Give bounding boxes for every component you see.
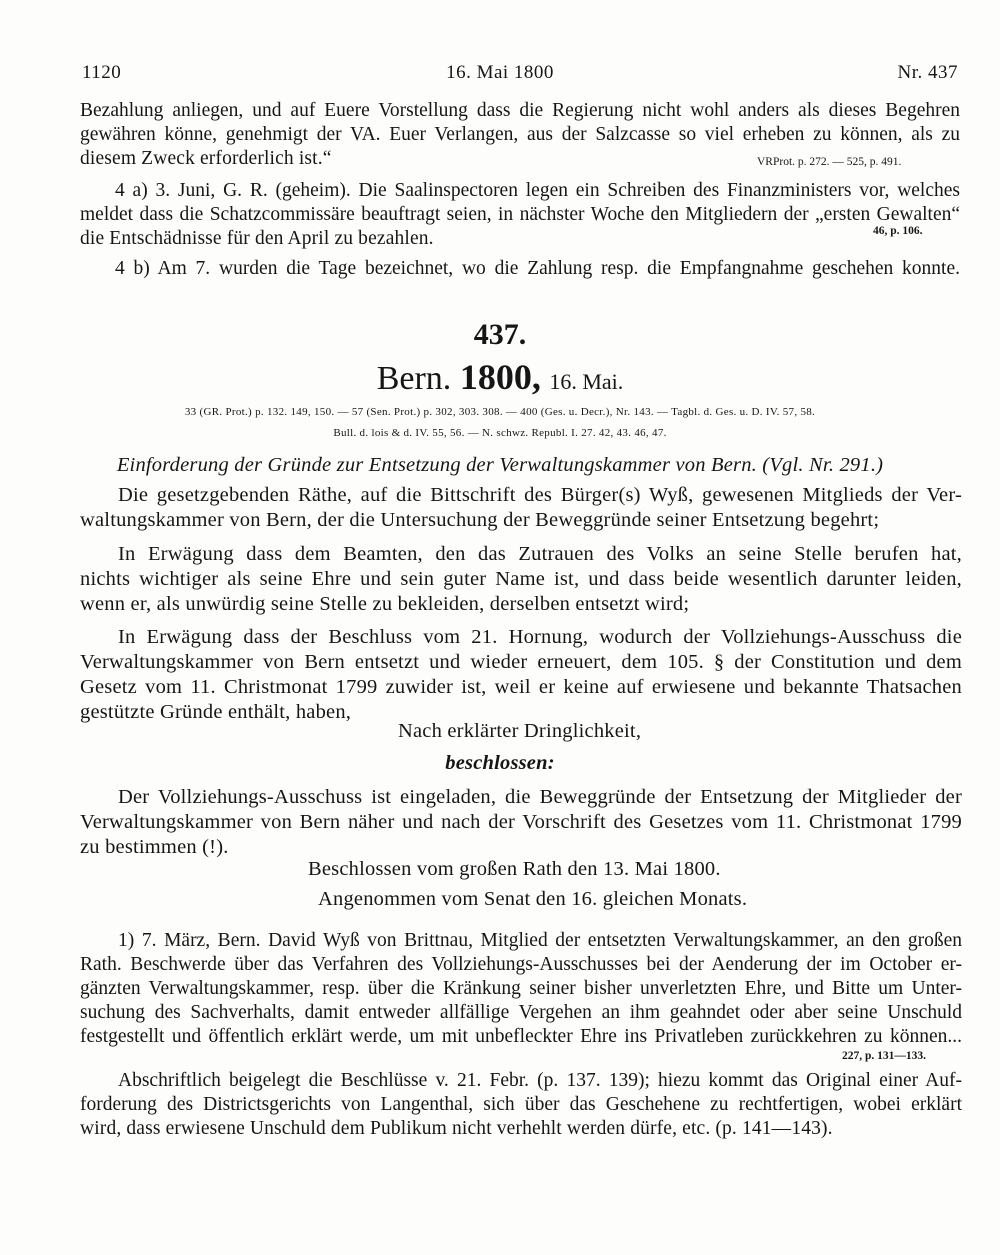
body-line: gestützte Gründe enthält, haben, (80, 701, 352, 723)
prev-text-line: diesem Zweck erforderlich ist.“ (80, 148, 332, 169)
note-4b-line: 4 b) Am 7. wurden die Tage bezeichnet, wo die Zahlung resp. die Empfangnahme geschehen konnte. (115, 258, 960, 279)
header-date: 16. Mai 1800 (446, 62, 554, 83)
note-1-line: gänzten Verwaltungskammer, resp. über die Kränkung seiner bisher unverletzten Ehre, und Bitte um Unter- (80, 978, 962, 999)
body-line: Verwaltungskammer von Bern entsetzt und wieder erneuert, dem 105. § der Constitution und dem (80, 651, 962, 673)
resolution-word: beschlossen: (445, 752, 555, 774)
note-4a-line: die Entschädnisse für den April zu bezahlen. (80, 228, 434, 249)
sources-line: 33 (GR. Prot.) p. 132. 149, 150. — 57 (Sen. Prot.) p. 302, 303. 308. — 400 (Ges. u. Decr.), Nr. 143. — Tagbl. d. Ges. u. D. IV. 57, 58. (184, 406, 816, 418)
body-line: Verwaltungskammer von Bern näher und nach der Vorschrift des Gesetzes vom 11. Christmonat 1799 (80, 811, 962, 833)
body-line: zu bestimmen (!). (80, 836, 229, 858)
note-4a-reference: 46, p. 106. (873, 225, 923, 237)
note-1-line: Rath. Beschwerde über das Verfahren des Vollziehungs-Ausschusses bei der Aenderung der im October er- (80, 954, 962, 975)
document-heading-number: 437. (473, 318, 527, 351)
body-line: In Erwägung dass dem Beamten, den das Zutrauen des Volks an seine Stelle berufen hat, (118, 543, 962, 565)
urgency-clause: Nach erklärter Dringlichkeit, (398, 720, 642, 742)
note-2-line: Abschriftlich beigelegt die Beschlüsse v. 21. Febr. (p. 137. 139); hiezu kommt das Original einer Auf- (118, 1070, 962, 1091)
body-line: In Erwägung dass der Beschluss vom 21. Hornung, wodurch der Vollziehungs-Ausschuss die (118, 626, 962, 648)
document-heading-title (0, 356, 1000, 398)
closing-line: Angenommen vom Senat den 16. gleichen Monats. (318, 888, 748, 910)
body-line: nichts wichtiger als seine Ehre und sein guter Name ist, und dass beide wesentlich darunter leiden, (80, 568, 962, 590)
sources-line: Bull. d. lois & d. IV. 55, 56. — N. schwz. Republ. I. 27. 42, 43. 46, 47. (333, 427, 667, 439)
heading-year: 1800, (459, 357, 541, 397)
document-subject: Einforderung der Gründe zur Entsetzung der Verwaltungskammer von Bern. (Vgl. Nr. 291.) (116, 454, 884, 476)
prev-text-line: Bezahlung anliegen, und auf Euere Vorstellung dass die Regierung nicht wohl anders als dieses Begehren (80, 100, 960, 121)
body-line: Die gesetzgebenden Räthe, auf die Bittschrift des Bürger(s) Wyß, gewesenen Mitglieds der Ver- (118, 484, 962, 506)
document-number: Nr. 437 (897, 62, 958, 83)
note-4a-line: meldet dass die Schatzcommissäre beauftragt seien, in nächster Woche den Mitgliedern der „ersten Gewalten“ (80, 204, 960, 225)
note-1-line: 1) 7. März, Bern. David Wyß von Brittnau, Mitglied der entsetzten Verwaltungskammer, an den großen (118, 930, 962, 951)
body-line: wenn er, als unwürdig seine Stelle zu bekleiden, derselben entsetzt wird; (80, 593, 690, 615)
note-1-reference: 227, p. 131—133. (842, 1050, 927, 1062)
body-line: Gesetz vom 11. Christmonat 1799 zuwider ist, weil er keine auf erwiesene und bekannte Thatsachen (80, 676, 962, 698)
body-line: waltungskammer von Bern, der die Untersuchung der Beweggründe seiner Entsetzung begehrt; (80, 509, 880, 531)
prev-reference: VRProt. p. 272. — 525, p. 491. (757, 156, 902, 168)
note-2-line: forderung des Districtsgerichts von Langenthal, sich über das Geschehene zu rechtfertigen, wobei erklärt (80, 1094, 962, 1115)
note-4a-line: 4 a) 3. Juni, G. R. (geheim). Die Saalinspectoren legen ein Schreiben des Finanzministers vor, welches (115, 180, 960, 201)
closing-line: Beschlossen vom großen Rath den 13. Mai 1800. (308, 858, 721, 880)
heading-date: 16. Mai. (549, 369, 624, 394)
note-1-line: suchung des Sachverhalts, damit entweder allfällige Vergehen an ihm geahndet oder aber seine Unschuld (80, 1002, 962, 1023)
prev-text-line: gewähren könne, genehmigt der VA. Euer Verlangen, aus der Salzcasse so viel erheben zu können, als zu (80, 124, 960, 145)
heading-place: Bern. (376, 360, 452, 397)
note-2-line: wird, dass erwiesene Unschuld dem Publikum nicht verhehlt werden dürfe, etc. (p. 141—143). (80, 1118, 833, 1139)
note-1-line: festgestellt und öffentlich erklärt werde, um mit unbefleckter Ehre ins Privatleben zurückkehren zu können... (80, 1026, 962, 1047)
body-line: Der Vollziehungs-Ausschuss ist eingeladen, die Beweggründe der Entsetzung der Mitglieder der (118, 786, 962, 808)
page-number: 1120 (82, 62, 122, 83)
